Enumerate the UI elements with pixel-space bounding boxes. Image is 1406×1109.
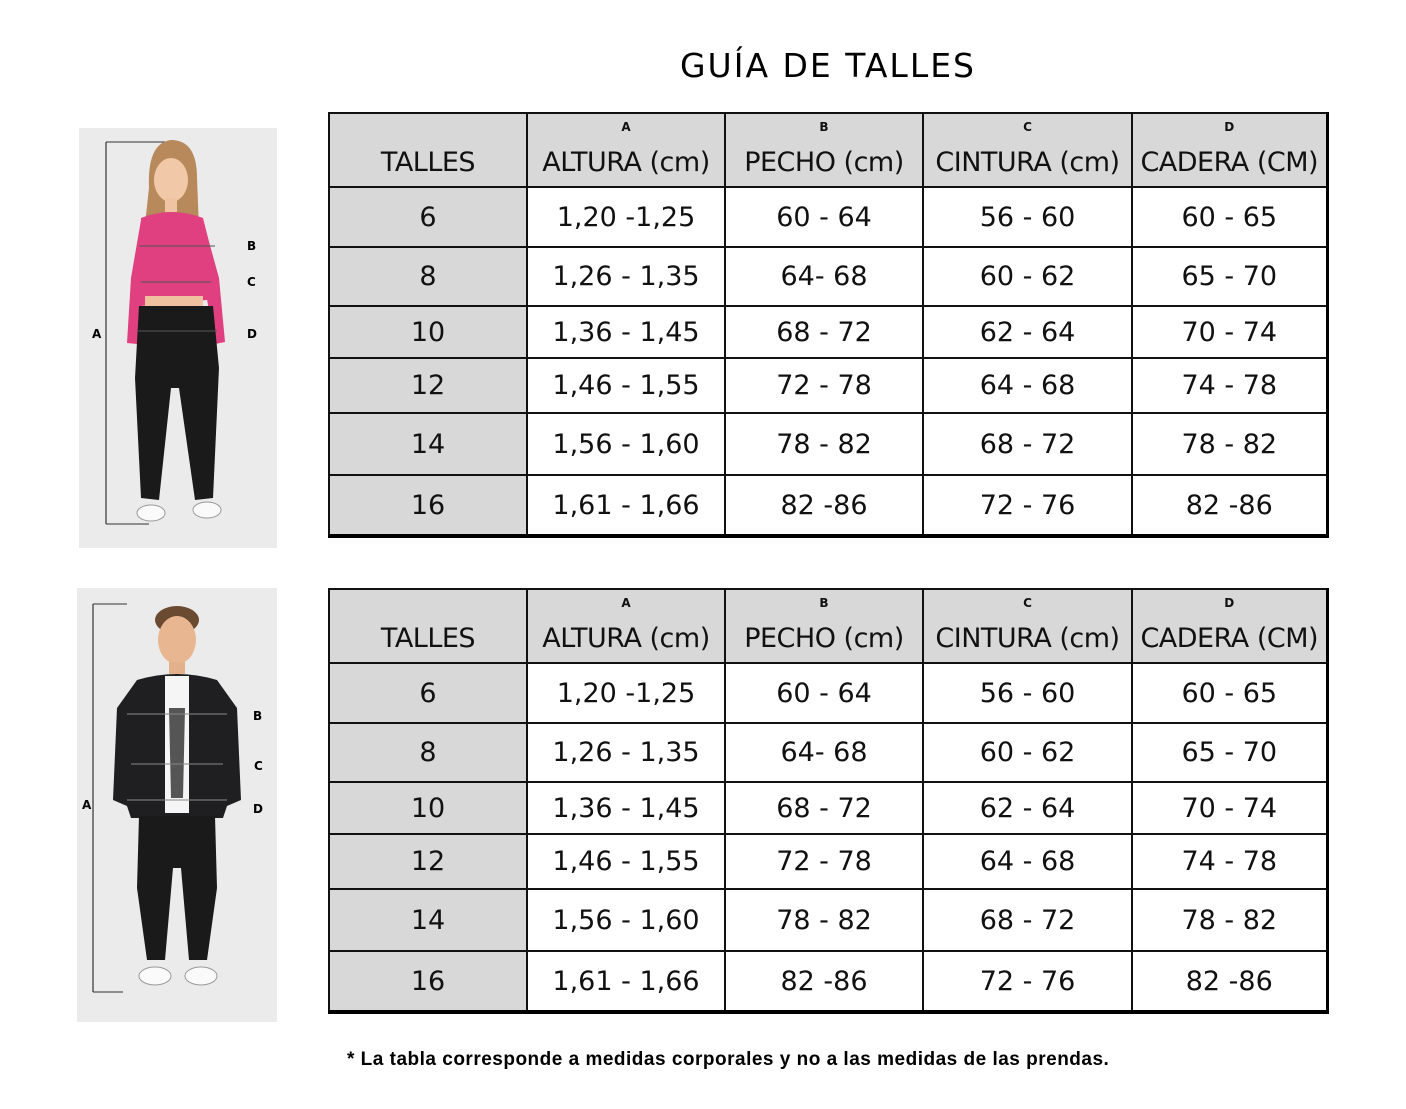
cell-waist: 56 - 60: [923, 663, 1132, 723]
cell-height: 1,56 - 1,60: [527, 413, 725, 475]
table-row: [329, 247, 1327, 306]
cell-hip: 74 - 78: [1132, 834, 1327, 889]
header-hip: D CADERA (CM): [1132, 589, 1327, 663]
header-size: TALLES: [329, 589, 527, 663]
girl-label-a: A: [92, 327, 102, 341]
cell-height: 1,36 - 1,45: [527, 306, 725, 358]
cell-hip: 60 - 65: [1132, 663, 1327, 723]
girl-label-b: B: [247, 239, 257, 253]
cell-size: 6: [329, 187, 527, 247]
cell-size: 12: [329, 358, 527, 413]
header-height: A ALTURA (cm): [527, 113, 725, 187]
header-height: A ALTURA (cm): [527, 589, 725, 663]
cell-hip: 65 - 70: [1132, 723, 1327, 782]
table-row: [329, 413, 1327, 475]
cell-chest: 72 - 78: [725, 834, 923, 889]
cell-waist: 60 - 62: [923, 247, 1132, 306]
table-row: [329, 187, 1327, 247]
boy-label-d: D: [253, 802, 263, 816]
cell-hip: 82 -86: [1132, 475, 1327, 536]
girl-label-c: C: [247, 275, 256, 289]
cell-size: 10: [329, 782, 527, 834]
cell-waist: 62 - 64: [923, 782, 1132, 834]
cell-waist: 64 - 68: [923, 358, 1132, 413]
table-row: [329, 306, 1327, 358]
cell-chest: 60 - 64: [725, 187, 923, 247]
cell-height: 1,20 -1,25: [527, 663, 725, 723]
cell-size: 16: [329, 951, 527, 1012]
header-chest: B PECHO (cm): [725, 113, 923, 187]
cell-chest: 60 - 64: [725, 663, 923, 723]
cell-hip: 70 - 74: [1132, 782, 1327, 834]
page-title: GUÍA DE TALLES: [679, 46, 976, 85]
table-row: [329, 475, 1327, 536]
header-waist: C CINTURA (cm): [923, 589, 1132, 663]
cell-waist: 68 - 72: [923, 413, 1132, 475]
size-table-boys: [328, 588, 1329, 1014]
table-row: [329, 889, 1327, 951]
table-header-row: [329, 589, 1327, 663]
cell-chest: 64- 68: [725, 723, 923, 782]
cell-height: 1,46 - 1,55: [527, 358, 725, 413]
boy-label-b: B: [253, 709, 263, 723]
cell-size: 12: [329, 834, 527, 889]
cell-height: 1,20 -1,25: [527, 187, 725, 247]
cell-waist: 72 - 76: [923, 951, 1132, 1012]
table-row: [329, 663, 1327, 723]
cell-height: 1,46 - 1,55: [527, 834, 725, 889]
table-row: [329, 951, 1327, 1012]
cell-size: 6: [329, 663, 527, 723]
cell-hip: 65 - 70: [1132, 247, 1327, 306]
cell-size: 14: [329, 413, 527, 475]
cell-height: 1,36 - 1,45: [527, 782, 725, 834]
size-table-girls: [328, 112, 1329, 538]
cell-height: 1,26 - 1,35: [527, 723, 725, 782]
cell-hip: 70 - 74: [1132, 306, 1327, 358]
table-row: [329, 782, 1327, 834]
cell-chest: 72 - 78: [725, 358, 923, 413]
boy-label-c: C: [254, 759, 263, 773]
cell-hip: 78 - 82: [1132, 889, 1327, 951]
cell-chest: 68 - 72: [725, 782, 923, 834]
cell-waist: 62 - 64: [923, 306, 1132, 358]
cell-size: 16: [329, 475, 527, 536]
cell-height: 1,56 - 1,60: [527, 889, 725, 951]
cell-chest: 68 - 72: [725, 306, 923, 358]
table-row: [329, 358, 1327, 413]
cell-size: 10: [329, 306, 527, 358]
cell-height: 1,61 - 1,66: [527, 951, 725, 1012]
boy-label-a: A: [82, 798, 92, 812]
header-size: TALLES: [329, 113, 527, 187]
cell-height: 1,61 - 1,66: [527, 475, 725, 536]
footnote: * La tabla corresponde a medidas corporales y no a las medidas de las prendas.: [347, 1049, 1110, 1070]
cell-hip: 82 -86: [1132, 951, 1327, 1012]
cell-waist: 68 - 72: [923, 889, 1132, 951]
header-hip: D CADERA (CM): [1132, 113, 1327, 187]
cell-waist: 56 - 60: [923, 187, 1132, 247]
cell-chest: 64- 68: [725, 247, 923, 306]
boy-model-photo: [77, 588, 277, 1022]
header-chest: B PECHO (cm): [725, 589, 923, 663]
cell-size: 14: [329, 889, 527, 951]
cell-size: 8: [329, 247, 527, 306]
cell-chest: 82 -86: [725, 951, 923, 1012]
cell-waist: 64 - 68: [923, 834, 1132, 889]
cell-height: 1,26 - 1,35: [527, 247, 725, 306]
cell-chest: 78 - 82: [725, 889, 923, 951]
table-row: [329, 834, 1327, 889]
cell-chest: 82 -86: [725, 475, 923, 536]
girl-label-d: D: [247, 327, 257, 341]
cell-size: 8: [329, 723, 527, 782]
table-header-row: [329, 113, 1327, 187]
cell-chest: 78 - 82: [725, 413, 923, 475]
table-row: [329, 723, 1327, 782]
cell-hip: 74 - 78: [1132, 358, 1327, 413]
cell-hip: 78 - 82: [1132, 413, 1327, 475]
header-waist: C CINTURA (cm): [923, 113, 1132, 187]
cell-waist: 60 - 62: [923, 723, 1132, 782]
cell-waist: 72 - 76: [923, 475, 1132, 536]
cell-hip: 60 - 65: [1132, 187, 1327, 247]
